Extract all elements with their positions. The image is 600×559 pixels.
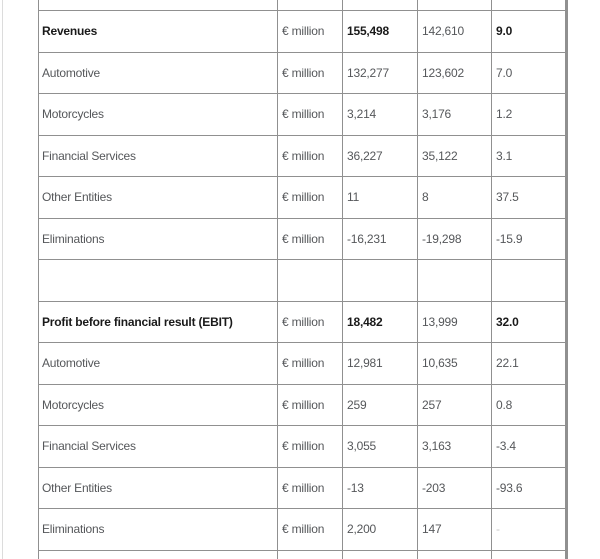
value-previous-cell: -19,298 <box>418 219 491 260</box>
value-previous-cell: 257 <box>418 385 491 426</box>
row-label-cell: Automotive <box>39 53 277 94</box>
value-current-cell: -13 <box>343 468 417 509</box>
change-percent-cell <box>492 260 565 301</box>
change-percent-cell: 7.0 <box>492 53 565 94</box>
row-label-cell: Eliminations <box>39 509 277 550</box>
value-previous-cell: 3,176 <box>418 94 491 135</box>
change-percent-cell <box>492 0 565 10</box>
change-percent-cell <box>492 551 565 559</box>
unit-cell: € million <box>278 385 342 426</box>
row-label-cell <box>39 260 277 301</box>
unit-cell <box>278 0 342 10</box>
unit-cell: € million <box>278 509 342 550</box>
unit-cell: € million <box>278 94 342 135</box>
value-current-cell <box>343 0 417 10</box>
unit-cell: € million <box>278 302 342 343</box>
value-previous-cell: 142,610 <box>418 11 491 52</box>
row-label-cell: Other Entities <box>39 468 277 509</box>
value-previous-cell: 8 <box>418 177 491 218</box>
change-percent-cell: 37.5 <box>492 177 565 218</box>
unit-cell: € million <box>278 468 342 509</box>
change-percent-cell: - <box>492 509 565 550</box>
row-label-cell: Revenues <box>39 11 277 52</box>
row-label-cell: Profit before financial result (EBIT) <box>39 302 277 343</box>
value-current-cell: 259 <box>343 385 417 426</box>
unit-cell <box>278 551 342 559</box>
row-label-cell: Automotive <box>39 343 277 384</box>
value-current-cell: 2,200 <box>343 509 417 550</box>
value-previous-cell <box>418 0 491 10</box>
change-percent-cell: 9.0 <box>492 11 565 52</box>
unit-cell <box>278 260 342 301</box>
change-percent-cell: -15.9 <box>492 219 565 260</box>
value-current-cell: -16,231 <box>343 219 417 260</box>
unit-cell: € million <box>278 219 342 260</box>
unit-cell: € million <box>278 343 342 384</box>
value-previous-cell: 147 <box>418 509 491 550</box>
row-label-cell: Financial Services <box>39 136 277 177</box>
change-percent-cell: -93.6 <box>492 468 565 509</box>
change-percent-cell: 32.0 <box>492 302 565 343</box>
unit-cell: € million <box>278 426 342 467</box>
row-label-cell <box>39 0 277 10</box>
value-current-cell: 12,981 <box>343 343 417 384</box>
unit-cell: € million <box>278 136 342 177</box>
value-previous-cell: 123,602 <box>418 53 491 94</box>
unit-cell: € million <box>278 11 342 52</box>
financial-segment-table <box>38 0 568 559</box>
value-current-cell: 18,482 <box>343 302 417 343</box>
value-current-cell: 3,214 <box>343 94 417 135</box>
row-label-cell <box>39 551 277 559</box>
value-current-cell: 155,498 <box>343 11 417 52</box>
value-current-cell <box>343 260 417 301</box>
value-current-cell: 11 <box>343 177 417 218</box>
row-label-cell: Other Entities <box>39 177 277 218</box>
value-previous-cell: 10,635 <box>418 343 491 384</box>
change-percent-cell: 1.2 <box>492 94 565 135</box>
value-current-cell: 132,277 <box>343 53 417 94</box>
row-label-cell: Eliminations <box>39 219 277 260</box>
value-current-cell: 36,227 <box>343 136 417 177</box>
change-percent-cell: 3.1 <box>492 136 565 177</box>
value-previous-cell <box>418 551 491 559</box>
unit-cell: € million <box>278 177 342 218</box>
row-label-cell: Motorcycles <box>39 94 277 135</box>
value-current-cell: 3,055 <box>343 426 417 467</box>
row-label-cell: Motorcycles <box>39 385 277 426</box>
value-previous-cell: 3,163 <box>418 426 491 467</box>
value-current-cell <box>343 551 417 559</box>
change-percent-cell: 22.1 <box>492 343 565 384</box>
value-previous-cell <box>418 260 491 301</box>
value-previous-cell: -203 <box>418 468 491 509</box>
unit-cell: € million <box>278 53 342 94</box>
row-label-cell: Financial Services <box>39 426 277 467</box>
change-percent-cell: -3.4 <box>492 426 565 467</box>
change-percent-cell: 0.8 <box>492 385 565 426</box>
value-previous-cell: 35,122 <box>418 136 491 177</box>
value-previous-cell: 13,999 <box>418 302 491 343</box>
